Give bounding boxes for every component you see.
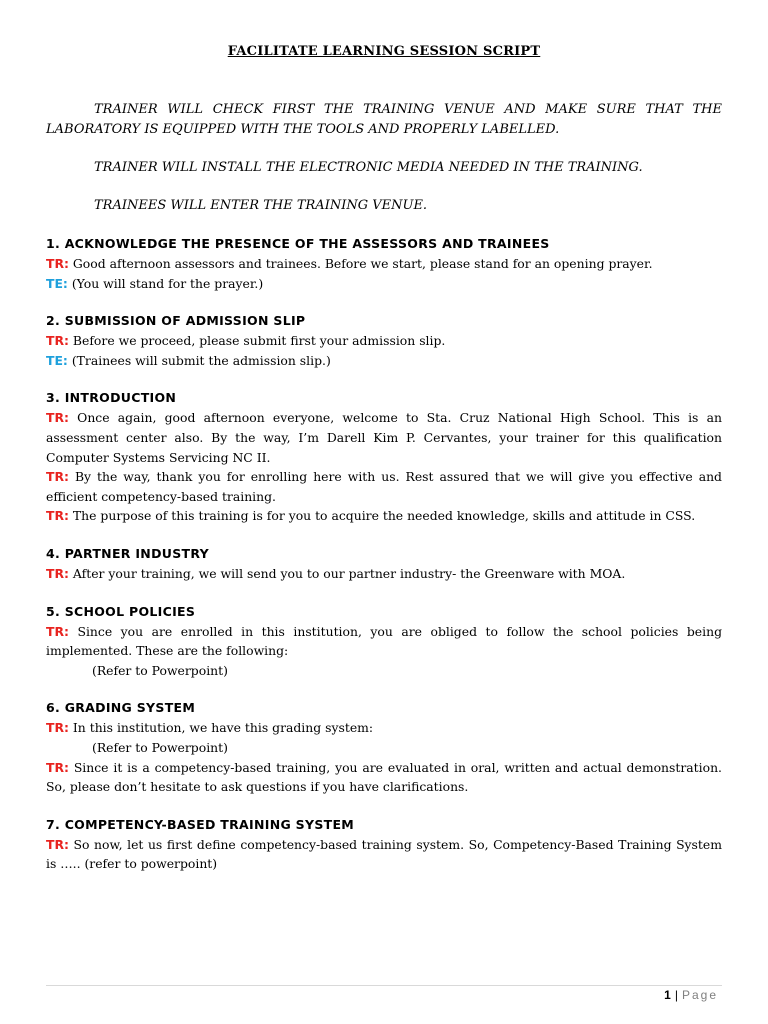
trainer-speaker-label: TR: xyxy=(46,759,69,775)
dialogue-line xyxy=(46,351,722,371)
dialogue-line xyxy=(46,274,722,294)
trainer-speaker-label: TR: xyxy=(46,565,69,581)
page-number: 1 xyxy=(664,988,671,1002)
page-title: FACILITATE LEARNING SESSION SCRIPT xyxy=(227,44,541,59)
dialogue-text: (You will stand for the prayer.) xyxy=(71,275,264,291)
dialogue-line xyxy=(46,718,722,738)
reference-note xyxy=(46,661,722,681)
trainer-speaker-label: TR: xyxy=(46,469,69,485)
trainee-speaker-label: TE: xyxy=(46,275,68,291)
intro-paragraph: TRAINER WILL CHECK FIRST THE TRAINING VENUE AND MAKE SURE THAT THE LABORATORY IS EQUIPPED WITH THE TOOLS AND PROPERLY LABELLED. xyxy=(46,102,722,137)
dialogue-line xyxy=(46,408,722,467)
document-body xyxy=(46,100,722,892)
script-section xyxy=(46,544,722,584)
footer-divider xyxy=(46,985,722,986)
trainer-speaker-label: TR: xyxy=(46,410,69,426)
dialogue-text: Since it is a competency-based training, you are evaluated in oral, written and actual demonstration. So, please don’t hesitate to ask questions if you have clarifications. xyxy=(46,759,722,795)
trainer-speaker-label: TR: xyxy=(46,333,69,349)
dialogue-text: Since you are enrolled in this institution, you are obliged to follow the school policies being implemented. These are the following: xyxy=(46,623,722,659)
dialogue-text: Before we proceed, please submit first your admission slip. xyxy=(72,333,446,349)
script-section xyxy=(46,602,722,681)
intro-paragraph: TRAINER WILL INSTALL THE ELECTRONIC MEDIA NEEDED IN THE TRAINING. xyxy=(94,160,643,175)
trainer-speaker-label: TR: xyxy=(46,256,69,271)
intro-instructions xyxy=(46,100,722,216)
section-heading: 2. SUBMISSION OF ADMISSION SLIP xyxy=(46,313,306,329)
dialogue-line xyxy=(46,835,722,874)
dialogue-text: (Trainees will submit the admission slip.) xyxy=(71,352,331,368)
trainee-speaker-label: TE: xyxy=(46,352,68,368)
section-heading: 6. GRADING SYSTEM xyxy=(46,700,196,716)
dialogue-line xyxy=(46,467,722,506)
script-section xyxy=(46,815,722,874)
trainer-speaker-label: TR: xyxy=(46,508,69,524)
dialogue-text: (Refer to Powerpoint) xyxy=(92,739,228,755)
dialogue-text: Good afternoon assessors and trainees. Before we start, please stand for an opening prayer. xyxy=(72,256,653,271)
trainer-speaker-label: TR: xyxy=(46,720,69,736)
trainer-speaker-label: TR: xyxy=(46,623,69,639)
dialogue-text: After your training, we will send you to our partner industry- the Greenware with MOA. xyxy=(72,565,626,581)
dialogue-line xyxy=(46,622,722,661)
dialogue-line xyxy=(46,758,722,797)
dialogue-text: By the way, thank you for enrolling here with us. Rest assured that we will give you effective and efficient competency-based training. xyxy=(46,469,722,504)
section-heading: 1. ACKNOWLEDGE THE PRESENCE OF THE ASSESSORS AND TRAINEES xyxy=(46,236,550,251)
section-heading: 4. PARTNER INDUSTRY xyxy=(46,545,209,561)
dialogue-line xyxy=(46,506,722,526)
script-section xyxy=(46,234,722,293)
dialogue-text: So now, let us first define competency-based training system. So, Competency-Based Training System is ….. (refer to powerpoint) xyxy=(46,836,722,872)
dialogue-text: Once again, good afternoon everyone, welcome to Sta. Cruz National High School. This is an assessment center also. By the way, I’m Darell Kim P. Cervantes, your trainer for this qualification Computer Systems Servicing NC II. xyxy=(46,410,722,465)
script-sections xyxy=(46,234,722,874)
page-footer xyxy=(664,988,718,1002)
script-section xyxy=(46,698,722,796)
section-heading: 3. INTRODUCTION xyxy=(46,390,177,406)
dialogue-line xyxy=(46,331,722,351)
intro-paragraph: TRAINEES WILL ENTER THE TRAINING VENUE. xyxy=(94,198,428,213)
section-heading: 7. COMPETENCY-BASED TRAINING SYSTEM xyxy=(46,816,355,832)
dialogue-line xyxy=(46,254,722,274)
script-section xyxy=(46,388,722,526)
dialogue-text: The purpose of this training is for you to acquire the needed knowledge, skills and attitude in CSS. xyxy=(72,508,696,524)
dialogue-line xyxy=(46,564,722,584)
dialogue-text: (Refer to Powerpoint) xyxy=(92,662,228,678)
page-label: Page xyxy=(681,988,718,1002)
section-heading: 5. SCHOOL POLICIES xyxy=(46,603,196,619)
trainer-speaker-label: TR: xyxy=(46,836,69,852)
dialogue-text: In this institution, we have this grading system: xyxy=(72,720,374,736)
footer-separator: | xyxy=(674,988,678,1002)
script-section xyxy=(46,311,722,370)
reference-note xyxy=(46,738,722,758)
